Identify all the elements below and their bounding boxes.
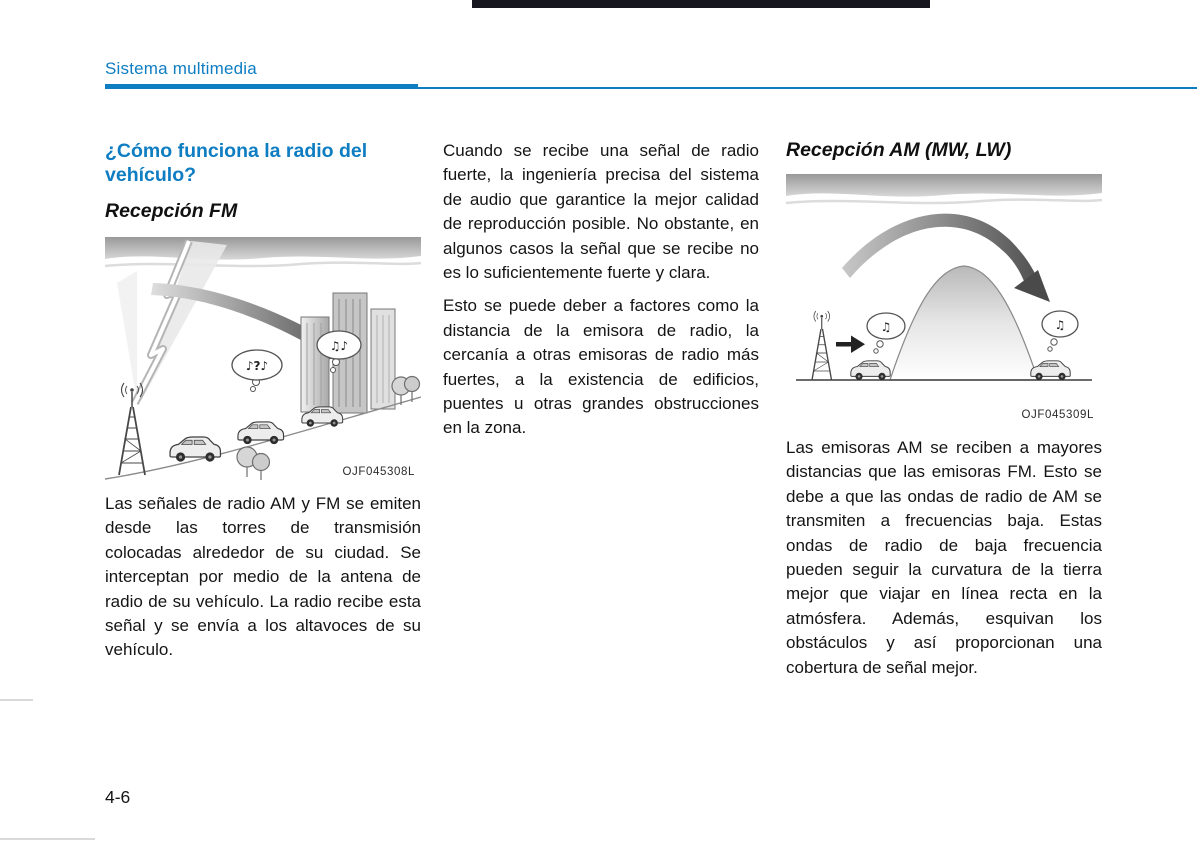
- car-icon: [170, 437, 220, 462]
- scan-artifact: [0, 699, 33, 701]
- page-number: 4-6: [105, 787, 131, 807]
- paragraph-strong-signal: Cuando se recibe una señal de radio fuerte, la ingeniería precisa del sistema de audio que garantice la mejor calidad de reproducción posible. No obstante, en algunos casos la señal que se recibe no es lo suficientemente fuerte y clara.: [443, 141, 759, 283]
- music-notes: ♫: [1054, 318, 1066, 332]
- figure-caption: OJF045308L: [342, 466, 415, 478]
- column-middle: [443, 139, 759, 441]
- fm-reception-figure: [105, 237, 421, 482]
- music-bubble: [867, 313, 905, 353]
- direction-arrow: [836, 336, 865, 354]
- header-rule-thin: [418, 87, 1197, 89]
- radio-tower-icon: [812, 311, 832, 380]
- music-notes: ♫: [880, 320, 892, 334]
- column-left: [105, 139, 421, 663]
- section-title: Sistema multimedia: [105, 59, 257, 78]
- scan-artifact: [0, 838, 95, 840]
- article-heading: ¿Cómo funciona la radio del vehículo?: [105, 140, 368, 186]
- car-icon: [1031, 361, 1070, 380]
- column-right: [786, 139, 1102, 680]
- subsection-heading-fm: Recepción FM: [105, 200, 238, 222]
- paragraph-fm: Las señales de radio AM y FM se emiten desde las torres de transmisión colocadas alrededor de su ciudad. Se interceptan por medio de la antena de radio de su vehículo. La radio recibe esta señal y se envía a los altavoces de su vehículo.: [105, 494, 421, 660]
- subsection-heading-am: Recepción AM (MW, LW): [786, 139, 1012, 161]
- mountain: [890, 266, 1038, 380]
- am-reception-figure: [786, 174, 1102, 424]
- music-bubble: [232, 350, 282, 392]
- car-icon: [851, 361, 890, 380]
- radio-beam: [117, 271, 137, 401]
- chapter-tab-bar: [472, 0, 930, 8]
- music-notes: ♪?♪: [245, 359, 269, 373]
- figure-caption: OJF045309L: [1021, 409, 1094, 421]
- music-bubble: [1042, 311, 1078, 351]
- car-icon: [238, 422, 284, 444]
- header-rule-thick: [105, 84, 418, 89]
- paragraph-factors: Esto se puede deber a factores como la distancia de la emisora de radio, la cercanía a otras emisoras de radio más fuertes, a la existencia de edificios, puentes u otras grandes obstrucciones en la zona.: [443, 296, 759, 438]
- paragraph-am: Las emisoras AM se reciben a mayores distancias que las emisoras FM. Esto se debe a que las ondas de radio de AM se transmiten a frecuencias baja. Estas ondas de radio de baja frecuencia pueden seguir la curvatura de la tierra mejor que viajar en línea recta en la atmósfera. Además, esquivan los obstáculos y así proporcionan una cobertura de señal mejor.: [786, 438, 1102, 677]
- music-notes: ♫♪: [329, 339, 349, 353]
